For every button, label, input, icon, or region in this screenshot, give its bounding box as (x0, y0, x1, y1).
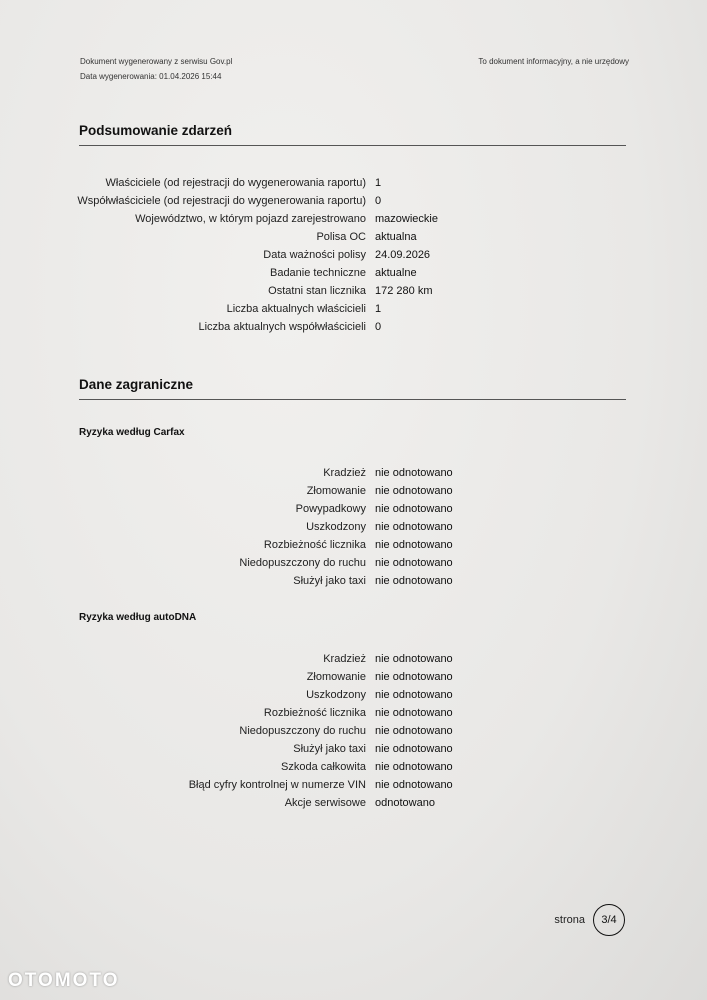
row-value: nie odnotowano (375, 503, 453, 515)
row-value: nie odnotowano (375, 557, 453, 569)
row-value: nie odnotowano (375, 707, 453, 719)
autodna-row (0, 668, 707, 686)
disclaimer-text: To dokument informacyjny, a nie urzędowy (478, 57, 629, 66)
row-value: nie odnotowano (375, 653, 453, 665)
row-value: 1 (375, 177, 382, 189)
carfax-row (0, 500, 707, 518)
row-value: 0 (375, 195, 382, 207)
foreign-title: Dane zagraniczne (79, 377, 194, 392)
carfax-row (0, 464, 707, 482)
row-value: nie odnotowano (375, 467, 453, 479)
row-label: Służył jako taxi (293, 743, 366, 755)
row-label: Współwłaściciele (od rejestracji do wygenerowania raportu) (77, 195, 366, 207)
row-label: Ostatni stan licznika (268, 285, 366, 297)
autodna-row (0, 722, 707, 740)
autodna-row (0, 776, 707, 794)
row-label: Rozbieżność licznika (263, 707, 366, 719)
row-label: Właściciele (od rejestracji do wygenerowania raportu) (105, 177, 366, 189)
page-number-badge: 3/4 (593, 904, 625, 936)
summary-row (0, 246, 707, 264)
row-label: Badanie techniczne (269, 267, 366, 279)
row-label: Akcje serwisowe (284, 797, 366, 809)
row-value: nie odnotowano (375, 725, 453, 737)
row-value: 172 280 km (375, 285, 433, 297)
row-value: nie odnotowano (375, 575, 453, 587)
carfax-row (0, 572, 707, 590)
summary-table (0, 174, 707, 336)
summary-row (0, 300, 707, 318)
autodna-row (0, 758, 707, 776)
row-value: nie odnotowano (375, 761, 453, 773)
row-label: Niedopuszczony do ruchu (239, 725, 366, 737)
summary-divider (79, 145, 626, 146)
summary-row (0, 282, 707, 300)
autodna-row (0, 740, 707, 758)
row-label: Rozbieżność licznika (263, 539, 366, 551)
row-label: Szkoda całkowita (281, 761, 366, 773)
row-value: aktualna (375, 231, 417, 243)
row-value: nie odnotowano (375, 743, 453, 755)
autodna-table (0, 650, 707, 812)
row-label: Złomowanie (306, 485, 366, 497)
summary-row (0, 264, 707, 282)
otomoto-watermark-logo: OTOMOTO (8, 970, 120, 991)
row-label: Polisa OC (316, 231, 366, 243)
source-text: Dokument wygenerowany z serwisu Gov.pl (80, 57, 233, 66)
page-indicator (554, 904, 625, 936)
summary-row (0, 174, 707, 192)
row-value: nie odnotowano (375, 485, 453, 497)
summary-row (0, 210, 707, 228)
row-label: Data ważności polisy (263, 249, 366, 261)
row-label: Kradzież (323, 467, 366, 479)
row-label: Województwo, w którym pojazd zarejestrowano (135, 213, 366, 225)
summary-row (0, 192, 707, 210)
summary-title: Podsumowanie zdarzeń (79, 123, 233, 138)
row-label: Powypadkowy (295, 503, 366, 515)
row-value: nie odnotowano (375, 671, 453, 683)
row-value: nie odnotowano (375, 539, 453, 551)
row-value: nie odnotowano (375, 779, 453, 791)
carfax-row (0, 536, 707, 554)
row-label: Uszkodzony (306, 521, 366, 533)
document-header-left (80, 54, 232, 84)
generated-date: Data wygenerowania: 01.04.2026 15:44 (80, 72, 222, 81)
row-value: aktualne (375, 267, 417, 279)
carfax-row (0, 518, 707, 536)
row-label: Kradzież (323, 653, 366, 665)
autodna-title: Ryzyka według autoDNA (79, 612, 197, 623)
autodna-row (0, 794, 707, 812)
autodna-row (0, 650, 707, 668)
row-label: Uszkodzony (306, 689, 366, 701)
row-label: Niedopuszczony do ruchu (239, 557, 366, 569)
row-value: nie odnotowano (375, 689, 453, 701)
page-label: strona (554, 914, 585, 926)
row-label: Liczba aktualnych właścicieli (226, 303, 366, 315)
row-value: 0 (375, 321, 382, 333)
row-value: 1 (375, 303, 382, 315)
row-value: nie odnotowano (375, 521, 453, 533)
carfax-title: Ryzyka według Carfax (79, 427, 185, 438)
row-value: 24.09.2026 (375, 249, 431, 261)
row-label: Służył jako taxi (293, 575, 366, 587)
foreign-divider (79, 399, 626, 400)
summary-row (0, 228, 707, 246)
row-label: Liczba aktualnych współwłaścicieli (198, 321, 366, 333)
row-value: mazowieckie (375, 213, 438, 225)
autodna-row (0, 686, 707, 704)
carfax-row (0, 554, 707, 572)
autodna-row (0, 704, 707, 722)
carfax-table (0, 464, 707, 590)
row-label: Błąd cyfry kontrolnej w numerze VIN (188, 779, 366, 791)
summary-row (0, 318, 707, 336)
row-value: odnotowano (375, 797, 435, 809)
carfax-row (0, 482, 707, 500)
row-label: Złomowanie (306, 671, 366, 683)
